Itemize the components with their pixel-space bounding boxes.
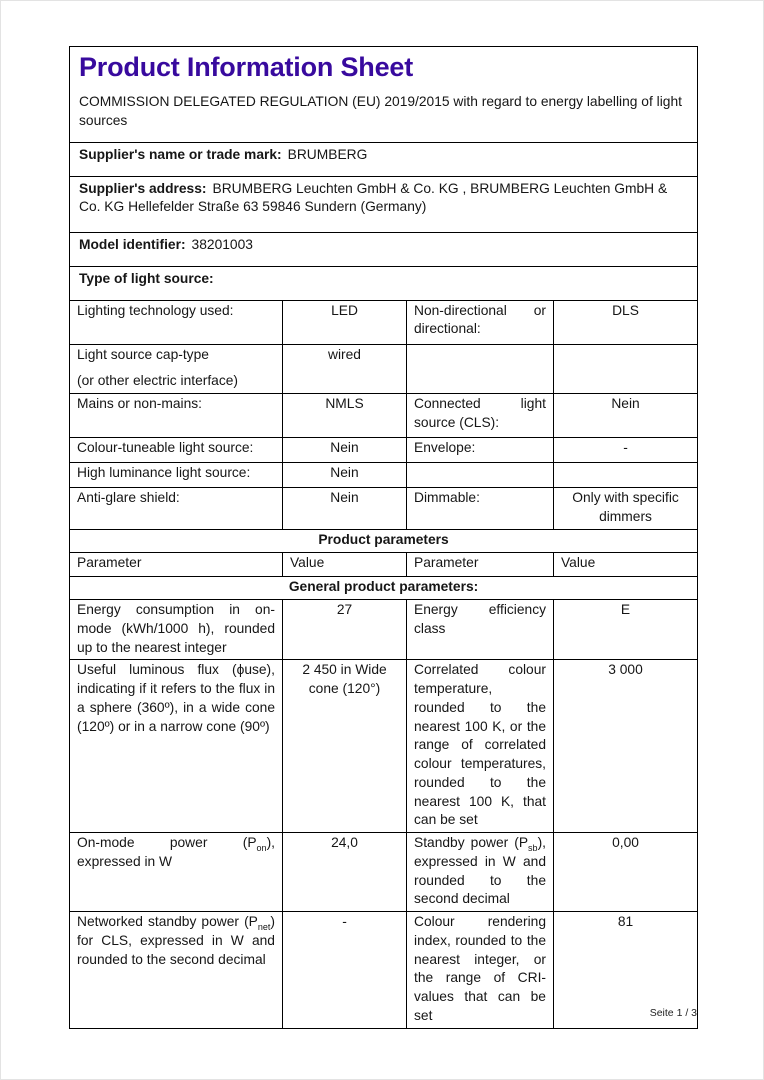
supplier-address-value: BRUMBERG Leuchten GmbH & Co. KG , BRUMBERG Leuchten GmbH & Co. KG Hellefelder Straße 63 59846 Sundern (Germany) [79,180,668,215]
param-value: 2 450 in Wide cone (120°) [283,660,407,833]
table-row [70,344,698,394]
supplier-name-label: Supplier's name or trade mark: [79,146,282,162]
empty-cell [407,463,554,488]
param-label: Networked standby power $(P_{net})$ for CLS, expressed in W and rounded to the second decimal [70,912,283,1029]
param-label: Mains or non-mains: [70,394,283,438]
param-label: Non-directional or directional: [407,300,554,344]
column-header: Value [554,553,698,577]
param-value: 24,0 [283,833,407,912]
model-identifier-value: 38201003 [191,236,253,252]
supplier-name-cell [70,142,698,176]
supplier-address-row [70,176,698,232]
param-label: Energy efficiency class [407,600,554,660]
empty-cell [554,344,698,394]
param-value: 3 000 [554,660,698,833]
table-row [70,463,698,488]
subscript: net [257,921,271,932]
product-parameters-heading: Product parameters [70,530,698,553]
table-row [70,300,698,344]
title-row [70,47,698,143]
param-label: Lighting technology used: [70,300,283,344]
type-heading-row [70,266,698,300]
param-value: Nein [554,394,698,438]
param-label: Connected light source (CLS): [407,394,554,438]
param-value: LED [283,300,407,344]
param-value: - [554,438,698,463]
product-info-table [69,46,698,1029]
model-identifier-label: Model identifier: [79,236,186,252]
cap-type-line2: (or other electric interface) [77,373,239,389]
param-label: Correlated colour temperature, rounded to the nearest 100 K, or the range of correlated colour temperatures, rounded to the nearest 100 K, that can be set [407,660,554,833]
column-header: Parameter [407,553,554,577]
general-parameters-heading-row [70,577,698,600]
param-label: Standby power $(P_{sb})$, expressed in W and rounded to the second decimal [407,833,554,912]
table-row [70,833,698,912]
param-label: Colour rendering index, rounded to the nearest integer, or the range of CRI-values that can be set [407,912,554,1029]
cap-type-line1: Light source cap-type [77,346,209,362]
param-value: - [283,912,407,1029]
param-label: Envelope: [407,438,554,463]
param-label: Anti-glare shield: [70,488,283,530]
param-value: 27 [283,600,407,660]
param-value: 81 [554,912,698,1029]
param-label: Colour-tuneable light source: [70,438,283,463]
param-value: Nein [283,438,407,463]
param-label: Dimmable: [407,488,554,530]
column-header: Value [283,553,407,577]
column-header-row [70,553,698,577]
param-value: 0,00 [554,833,698,912]
general-parameters-heading: General product parameters: [70,577,698,600]
table-row [70,394,698,438]
param-value: Only with specific dimmers [554,488,698,530]
empty-cell [407,344,554,394]
empty-cell [554,463,698,488]
product-parameters-heading-row [70,530,698,553]
supplier-address-label: Supplier's address: [79,180,207,196]
table-row [70,600,698,660]
product-info-sheet [69,46,697,1029]
title-cell [70,47,698,143]
type-heading-cell: Type of light source: [70,266,698,300]
param-value: DLS [554,300,698,344]
param-label: On-mode power $(P_{on})$, expressed in W [70,833,283,912]
table-row [70,488,698,530]
supplier-name-value: BRUMBERG [287,146,368,162]
regulation-subtitle: COMMISSION DELEGATED REGULATION (EU) 2019/2015 with regard to energy labelling of light sources [79,94,682,129]
supplier-address-cell [70,176,698,232]
model-identifier-cell [70,232,698,266]
param-label: Energy consumption in on-mode (kWh/1000 h), rounded up to the nearest integer [70,600,283,660]
param-value: E [554,600,698,660]
param-label: Useful luminous flux (ϕuse), indicating if it refers to the flux in a sphere (360º), in a wide cone (120º) or in a narrow cone (90º) [70,660,283,833]
subscript: sb [528,842,538,853]
param-value: wired [283,344,407,394]
table-row [70,660,698,833]
param-value: Nein [283,463,407,488]
param-label: High luminance light source: [70,463,283,488]
model-identifier-row [70,232,698,266]
param-value: NMLS [283,394,407,438]
page-number: Seite 1 / 3 [649,1007,697,1019]
page-title: Product Information Sheet [79,52,414,82]
table-row [70,438,698,463]
column-header: Parameter [70,553,283,577]
subscript: on [256,842,267,853]
param-label [70,344,283,394]
param-value: Nein [283,488,407,530]
supplier-name-row [70,142,698,176]
